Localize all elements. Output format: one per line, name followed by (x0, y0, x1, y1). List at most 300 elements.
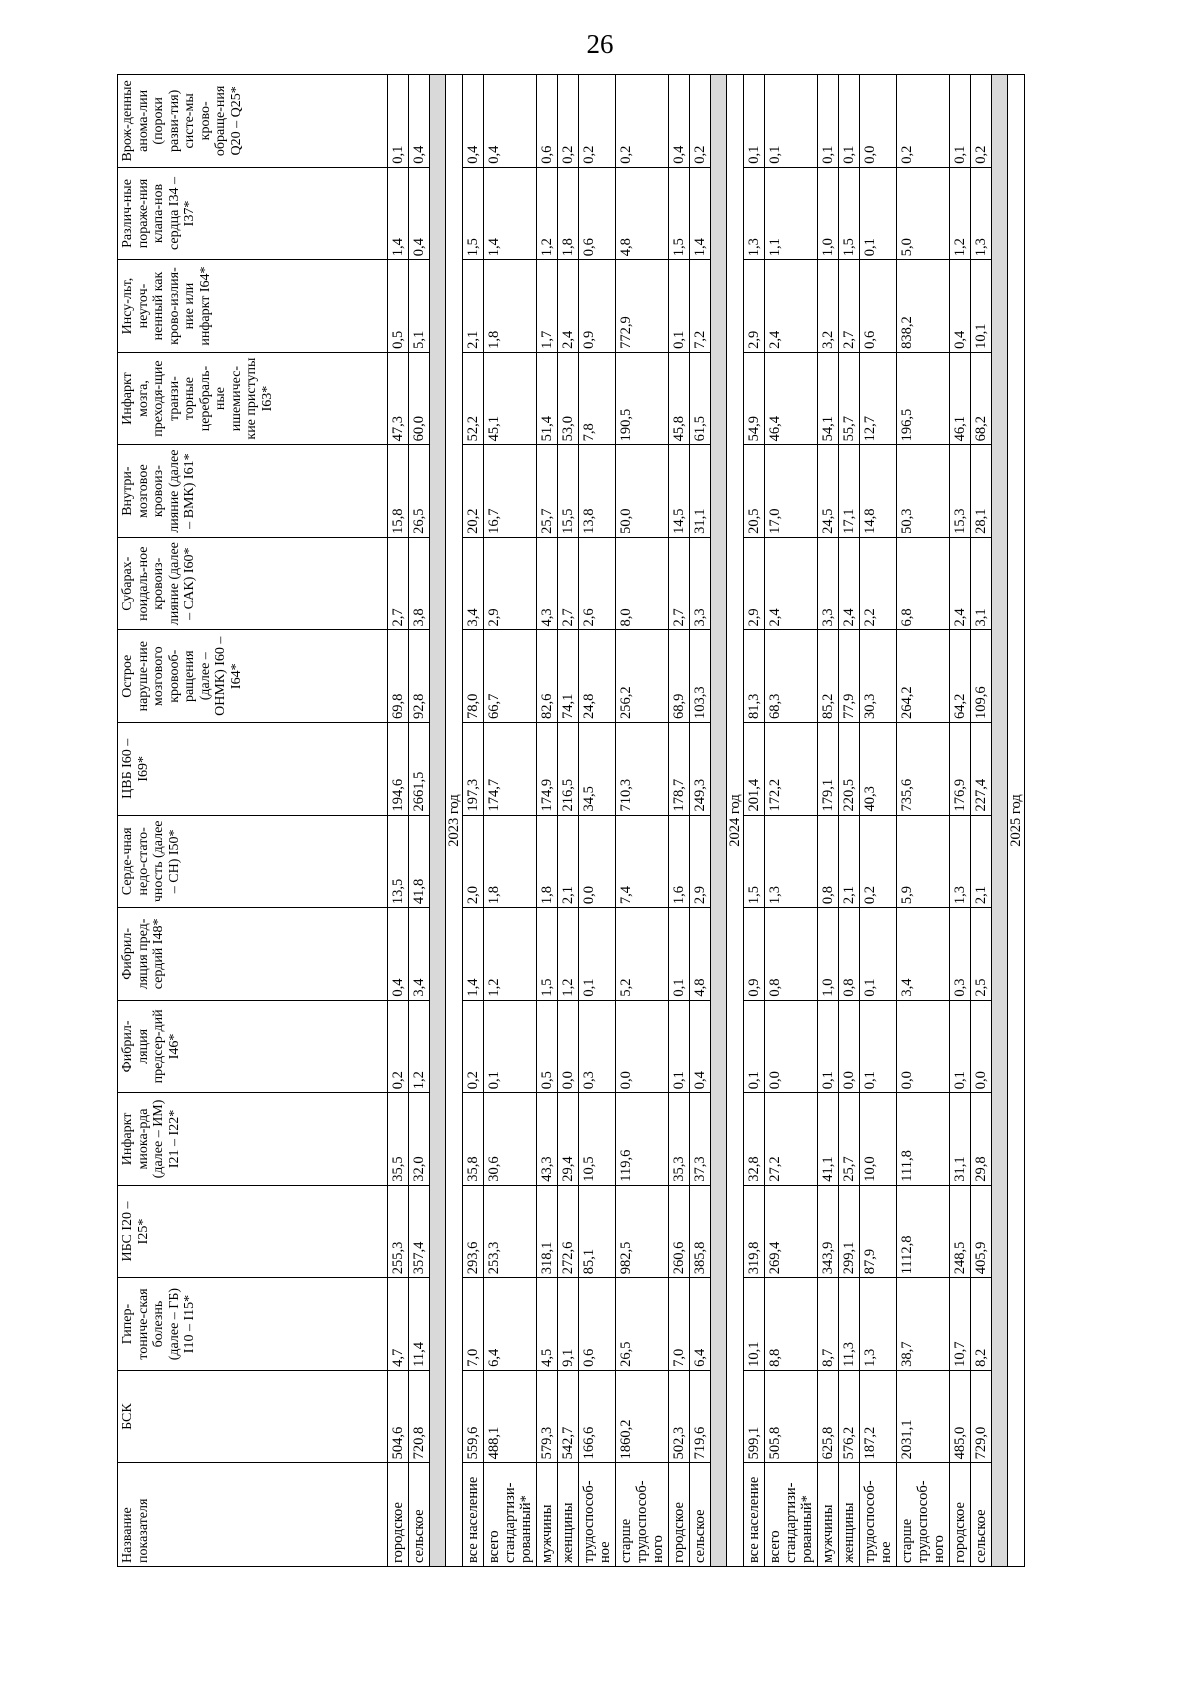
table-cell: 111,8 (897, 1093, 950, 1186)
table-cell: 0,0 (579, 815, 616, 908)
row-label: городское (950, 1463, 971, 1567)
table-cell: 68,2 (971, 352, 992, 445)
table-cell: 2031,1 (897, 1370, 950, 1463)
table-cell: 47,3 (388, 352, 409, 445)
table-cell: 1,3 (950, 815, 971, 908)
table-cell: 81,3 (744, 630, 765, 723)
year-label: 2024 год (727, 75, 744, 1567)
table-cell: 64,2 (950, 630, 971, 723)
table-cell: 1,5 (463, 167, 484, 260)
table-cell: 0,0 (839, 1000, 860, 1093)
table-cell: 0,6 (860, 260, 897, 353)
table-row (950, 75, 971, 1567)
table-cell: 0,4 (409, 75, 430, 168)
table-cell: 174,9 (537, 723, 558, 816)
table-cell: 579,3 (537, 1370, 558, 1463)
table-cell: 0,0 (971, 1000, 992, 1093)
table-cell: 1,4 (484, 167, 537, 260)
table-cell: 0,4 (690, 1000, 711, 1093)
table-cell: 1,0 (818, 908, 839, 1001)
table-cell: 2,4 (558, 260, 579, 353)
row-label: сельское (971, 1463, 992, 1567)
table-cell: 0,8 (765, 908, 818, 1001)
column-header: Инфаркт миока-рда (далее – ИМ) I21 – I22* (118, 1093, 388, 1186)
table-cell: 264,2 (897, 630, 950, 723)
table-cell: 2,9 (690, 815, 711, 908)
header-row (118, 75, 388, 1567)
table-cell: 43,3 (537, 1093, 558, 1186)
table-cell: 1,8 (537, 815, 558, 908)
table-cell: 2,1 (839, 815, 860, 908)
table-cell: 41,1 (818, 1093, 839, 1186)
column-header: Серде-чная недо-стато-чность (далее – СН) I50* (118, 815, 388, 908)
table-cell: 53,0 (558, 352, 579, 445)
table-cell: 260,6 (669, 1185, 690, 1278)
table-cell: 66,7 (484, 630, 537, 723)
table-cell: 27,2 (765, 1093, 818, 1186)
table-cell: 0,2 (971, 75, 992, 168)
table-cell: 0,1 (818, 75, 839, 168)
table-row (537, 75, 558, 1567)
table-row (616, 75, 669, 1567)
table-cell: 25,7 (839, 1093, 860, 1186)
column-header: Инфаркт мозга, преходя-щие транзи-торные церебраль-ные ишемичес-кие приступы I63* (118, 352, 388, 445)
table-cell: 29,4 (558, 1093, 579, 1186)
table-cell: 0,2 (860, 815, 897, 908)
column-header: Фибрил-ляция пред-сердий I48* (118, 908, 388, 1001)
table-cell: 3,3 (690, 537, 711, 630)
spacer-cell (711, 75, 727, 1567)
table-cell: 504,6 (388, 1370, 409, 1463)
table-cell: 13,8 (579, 445, 616, 538)
table-cell: 7,0 (669, 1278, 690, 1371)
table-cell: 0,2 (897, 75, 950, 168)
table-cell: 52,2 (463, 352, 484, 445)
table-cell: 293,6 (463, 1185, 484, 1278)
header-indicator-name: Название показателя (118, 1463, 388, 1567)
table-cell: 4,5 (537, 1278, 558, 1371)
table-cell: 31,1 (690, 445, 711, 538)
table-cell: 85,2 (818, 630, 839, 723)
table-cell: 2,1 (971, 815, 992, 908)
table-cell: 37,3 (690, 1093, 711, 1186)
table-cell: 625,8 (818, 1370, 839, 1463)
table-cell: 1860,2 (616, 1370, 669, 1463)
table-cell: 485,0 (950, 1370, 971, 1463)
table-cell: 0,8 (818, 815, 839, 908)
table-row (579, 75, 616, 1567)
table-row (744, 75, 765, 1567)
year-label: 2025 год (1008, 75, 1025, 1567)
table-cell: 30,3 (860, 630, 897, 723)
table-cell: 0,6 (579, 1278, 616, 1371)
table-cell: 179,1 (818, 723, 839, 816)
table-cell: 272,6 (558, 1185, 579, 1278)
table-cell: 0,2 (616, 75, 669, 168)
table-cell: 0,3 (579, 1000, 616, 1093)
table-cell: 92,8 (409, 630, 430, 723)
table-cell: 1,8 (484, 815, 537, 908)
table-cell: 0,1 (860, 908, 897, 1001)
table-cell: 26,5 (616, 1278, 669, 1371)
table-cell: 505,8 (765, 1370, 818, 1463)
table-row (897, 75, 950, 1567)
table-cell: 35,8 (463, 1093, 484, 1186)
table-cell: 1,8 (558, 167, 579, 260)
table-cell: 2,9 (744, 537, 765, 630)
table-cell: 8,0 (616, 537, 669, 630)
table-cell: 6,4 (690, 1278, 711, 1371)
table-cell: 1,5 (669, 167, 690, 260)
table-cell: 109,6 (971, 630, 992, 723)
table-cell: 82,6 (537, 630, 558, 723)
table-cell: 0,9 (744, 908, 765, 1001)
table-cell: 29,8 (971, 1093, 992, 1186)
table-cell: 1,2 (537, 167, 558, 260)
table-cell: 838,2 (897, 260, 950, 353)
table-cell: 40,3 (860, 723, 897, 816)
table-cell: 0,1 (669, 260, 690, 353)
table-cell: 176,9 (950, 723, 971, 816)
table-cell: 50,0 (616, 445, 669, 538)
table-row (484, 75, 537, 1567)
table-cell: 15,8 (388, 445, 409, 538)
table-cell: 0,2 (579, 75, 616, 168)
spacer-row (711, 75, 727, 1567)
table-body (388, 75, 1025, 1567)
table-cell: 1,0 (818, 167, 839, 260)
table-cell: 13,5 (388, 815, 409, 908)
table-cell: 55,7 (839, 352, 860, 445)
table-cell: 87,9 (860, 1185, 897, 1278)
table-cell: 0,4 (388, 908, 409, 1001)
row-label: сельское (690, 1463, 711, 1567)
table-cell: 0,4 (463, 75, 484, 168)
row-label: старше трудоспособ-ного (897, 1463, 950, 1567)
table-cell: 0,8 (839, 908, 860, 1001)
table-cell: 253,3 (484, 1185, 537, 1278)
table-cell: 20,2 (463, 445, 484, 538)
table-cell: 7,2 (690, 260, 711, 353)
table-cell: 255,3 (388, 1185, 409, 1278)
table-cell: 190,5 (616, 352, 669, 445)
table-cell: 1,3 (765, 815, 818, 908)
column-header: Субарах-ноидаль-ное кровоиз-лияние (далее – САК) I60* (118, 537, 388, 630)
year-row (1008, 75, 1025, 1567)
table-cell: 488,1 (484, 1370, 537, 1463)
table-cell: 220,5 (839, 723, 860, 816)
table-cell: 187,2 (860, 1370, 897, 1463)
table-cell: 68,9 (669, 630, 690, 723)
table-cell: 119,6 (616, 1093, 669, 1186)
table-cell: 0,1 (950, 1000, 971, 1093)
table-row (690, 75, 711, 1567)
table-cell: 28,1 (971, 445, 992, 538)
table-cell: 78,0 (463, 630, 484, 723)
table-cell: 24,8 (579, 630, 616, 723)
table-cell: 25,7 (537, 445, 558, 538)
table-cell: 1112,8 (897, 1185, 950, 1278)
column-header: Врож-денные анома-лии (пороки разви-тия) систе-мы крово-обраще-ния Q20 – Q25* (118, 75, 388, 168)
table-cell: 16,7 (484, 445, 537, 538)
table-cell: 7,4 (616, 815, 669, 908)
table-cell: 0,5 (537, 1000, 558, 1093)
table-cell: 2661,5 (409, 723, 430, 816)
table-cell: 405,9 (971, 1185, 992, 1278)
column-header: ЦВБ I60 – I69* (118, 723, 388, 816)
table-cell: 385,8 (690, 1185, 711, 1278)
table-cell: 3,4 (463, 537, 484, 630)
row-label: женщины (558, 1463, 579, 1567)
table-cell: 576,2 (839, 1370, 860, 1463)
table-cell: 201,4 (744, 723, 765, 816)
table-cell: 4,8 (690, 908, 711, 1001)
table-cell: 1,5 (744, 815, 765, 908)
row-label: женщины (839, 1463, 860, 1567)
table-cell: 1,2 (558, 908, 579, 1001)
table-cell: 45,8 (669, 352, 690, 445)
table-cell: 10,0 (860, 1093, 897, 1186)
table-cell: 8,7 (818, 1278, 839, 1371)
row-label: мужчины (537, 1463, 558, 1567)
row-label: сельское (409, 1463, 430, 1567)
table-cell: 38,7 (897, 1278, 950, 1371)
spacer-cell (430, 75, 446, 1567)
table-cell: 7,0 (463, 1278, 484, 1371)
table-cell: 194,6 (388, 723, 409, 816)
table-cell: 196,5 (897, 352, 950, 445)
table-cell: 50,3 (897, 445, 950, 538)
table-cell: 14,8 (860, 445, 897, 538)
table-cell: 6,8 (897, 537, 950, 630)
table-cell: 502,3 (669, 1370, 690, 1463)
table-cell: 2,7 (388, 537, 409, 630)
table-cell: 343,9 (818, 1185, 839, 1278)
table-cell: 41,8 (409, 815, 430, 908)
table-cell: 2,1 (463, 260, 484, 353)
table-cell: 85,1 (579, 1185, 616, 1278)
table-cell: 35,5 (388, 1093, 409, 1186)
row-label: мужчины (818, 1463, 839, 1567)
table-row (818, 75, 839, 1567)
table-cell: 1,2 (409, 1000, 430, 1093)
table-cell: 12,7 (860, 352, 897, 445)
table-cell: 45,1 (484, 352, 537, 445)
table-cell: 0,1 (744, 1000, 765, 1093)
table-cell: 10,1 (971, 260, 992, 353)
table-cell: 3,4 (897, 908, 950, 1001)
table-row (669, 75, 690, 1567)
table-cell: 0,4 (669, 75, 690, 168)
table-cell: 2,9 (744, 260, 765, 353)
table-cell: 1,3 (860, 1278, 897, 1371)
table-cell: 0,1 (669, 1000, 690, 1093)
table-cell: 2,7 (558, 537, 579, 630)
table-cell: 7,8 (579, 352, 616, 445)
table-cell: 0,1 (860, 1000, 897, 1093)
statistics-table (117, 74, 1025, 1567)
table-cell: 1,6 (669, 815, 690, 908)
table-cell: 0,1 (860, 167, 897, 260)
table-cell: 0,2 (463, 1000, 484, 1093)
table-cell: 0,6 (537, 75, 558, 168)
spacer-row (992, 75, 1008, 1567)
table-cell: 2,5 (971, 908, 992, 1001)
table-cell: 68,3 (765, 630, 818, 723)
table-cell: 1,2 (484, 908, 537, 1001)
table-cell: 1,2 (950, 167, 971, 260)
table-cell: 1,8 (484, 260, 537, 353)
table-cell: 2,6 (579, 537, 616, 630)
table-cell: 10,7 (950, 1278, 971, 1371)
table-cell: 2,1 (558, 815, 579, 908)
table-cell: 2,4 (765, 537, 818, 630)
table-cell: 174,7 (484, 723, 537, 816)
table-cell: 172,2 (765, 723, 818, 816)
column-header: Инсу-льт, неуточ-ненный как крово-излия-ние или инфаркт I64* (118, 260, 388, 353)
table-cell: 0,4 (484, 75, 537, 168)
table-cell: 32,0 (409, 1093, 430, 1186)
table-cell: 0,1 (579, 908, 616, 1001)
table-cell: 1,3 (744, 167, 765, 260)
rotated-table-container (117, 74, 1073, 1567)
table-cell: 3,8 (409, 537, 430, 630)
table-cell: 0,4 (950, 260, 971, 353)
table-row (388, 75, 409, 1567)
table-cell: 11,4 (409, 1278, 430, 1371)
table-cell: 4,7 (388, 1278, 409, 1371)
table-cell: 17,1 (839, 445, 860, 538)
row-label: старше трудоспособ-ного (616, 1463, 669, 1567)
table-cell: 1,4 (388, 167, 409, 260)
table-cell: 2,2 (860, 537, 897, 630)
table-cell: 719,6 (690, 1370, 711, 1463)
row-label: городское (669, 1463, 690, 1567)
table-cell: 2,9 (484, 537, 537, 630)
table-cell: 1,5 (839, 167, 860, 260)
table-cell: 8,2 (971, 1278, 992, 1371)
table-cell: 0,1 (388, 75, 409, 168)
table-cell: 3,2 (818, 260, 839, 353)
table-cell: 0,0 (860, 75, 897, 168)
table-cell: 559,6 (463, 1370, 484, 1463)
table-cell: 32,8 (744, 1093, 765, 1186)
table-row (765, 75, 818, 1567)
table-cell: 710,3 (616, 723, 669, 816)
table-cell: 3,4 (409, 908, 430, 1001)
table-cell: 542,7 (558, 1370, 579, 1463)
table-cell: 51,4 (537, 352, 558, 445)
column-header: Гипер-тониче-ская болезнь (далее – ГБ) I10 – I15* (118, 1278, 388, 1371)
table-cell: 3,3 (818, 537, 839, 630)
table-cell: 0,0 (897, 1000, 950, 1093)
table-cell: 8,8 (765, 1278, 818, 1371)
table-cell: 1,7 (537, 260, 558, 353)
table-cell: 1,5 (537, 908, 558, 1001)
table-cell: 6,4 (484, 1278, 537, 1371)
table-cell: 34,5 (579, 723, 616, 816)
table-cell: 2,7 (669, 537, 690, 630)
column-header: ИБС I20 – I25* (118, 1185, 388, 1278)
table-cell: 0,0 (558, 1000, 579, 1093)
table-cell: 178,7 (669, 723, 690, 816)
table-cell: 9,1 (558, 1278, 579, 1371)
table-cell: 0,1 (484, 1000, 537, 1093)
table-cell: 5,0 (897, 167, 950, 260)
table-cell: 299,1 (839, 1185, 860, 1278)
table-row (558, 75, 579, 1567)
table-row (971, 75, 992, 1567)
table-cell: 14,5 (669, 445, 690, 538)
table-cell: 1,4 (463, 908, 484, 1001)
table-cell: 216,5 (558, 723, 579, 816)
row-label: трудоспособ-ное (579, 1463, 616, 1567)
table-cell: 46,1 (950, 352, 971, 445)
year-label: 2023 год (446, 75, 463, 1567)
table-cell: 69,8 (388, 630, 409, 723)
table-cell: 227,4 (971, 723, 992, 816)
table-cell: 35,3 (669, 1093, 690, 1186)
table-cell: 24,5 (818, 445, 839, 538)
table-cell: 5,1 (409, 260, 430, 353)
table-cell: 54,9 (744, 352, 765, 445)
table-cell: 3,1 (971, 537, 992, 630)
table-cell: 0,9 (579, 260, 616, 353)
table-cell: 982,5 (616, 1185, 669, 1278)
table-row (409, 75, 430, 1567)
table-cell: 1,4 (690, 167, 711, 260)
table-cell: 319,8 (744, 1185, 765, 1278)
table-cell: 0,0 (616, 1000, 669, 1093)
row-label: все население (744, 1463, 765, 1567)
table-cell: 0,1 (839, 75, 860, 168)
year-row (727, 75, 744, 1567)
table-cell: 17,0 (765, 445, 818, 538)
table-cell: 249,3 (690, 723, 711, 816)
table-cell: 0,1 (818, 1000, 839, 1093)
table-cell: 11,3 (839, 1278, 860, 1371)
table-cell: 77,9 (839, 630, 860, 723)
table-cell: 0,0 (765, 1000, 818, 1093)
table-cell: 15,3 (950, 445, 971, 538)
table-cell: 0,6 (579, 167, 616, 260)
table-cell: 2,7 (839, 260, 860, 353)
table-cell: 54,1 (818, 352, 839, 445)
table-cell: 15,5 (558, 445, 579, 538)
table-cell: 269,4 (765, 1185, 818, 1278)
row-label: всего стандартизи-рованный* (484, 1463, 537, 1567)
table-cell: 26,5 (409, 445, 430, 538)
table-cell: 30,6 (484, 1093, 537, 1186)
table-cell: 735,6 (897, 723, 950, 816)
table-cell: 4,8 (616, 167, 669, 260)
table-cell: 599,1 (744, 1370, 765, 1463)
table-cell: 2,4 (765, 260, 818, 353)
table-cell: 0,3 (950, 908, 971, 1001)
table-cell: 4,3 (537, 537, 558, 630)
year-row (446, 75, 463, 1567)
row-label: все население (463, 1463, 484, 1567)
table-cell: 197,3 (463, 723, 484, 816)
table-cell: 0,1 (765, 75, 818, 168)
table-cell: 318,1 (537, 1185, 558, 1278)
column-header: Внутри-мозговое кровоиз-лияние (далее – ВМК) I61* (118, 445, 388, 538)
table-cell: 0,5 (388, 260, 409, 353)
page-number: 26 (586, 29, 614, 59)
table-cell: 0,1 (950, 75, 971, 168)
table-cell: 2,4 (839, 537, 860, 630)
row-label: городское (388, 1463, 409, 1567)
